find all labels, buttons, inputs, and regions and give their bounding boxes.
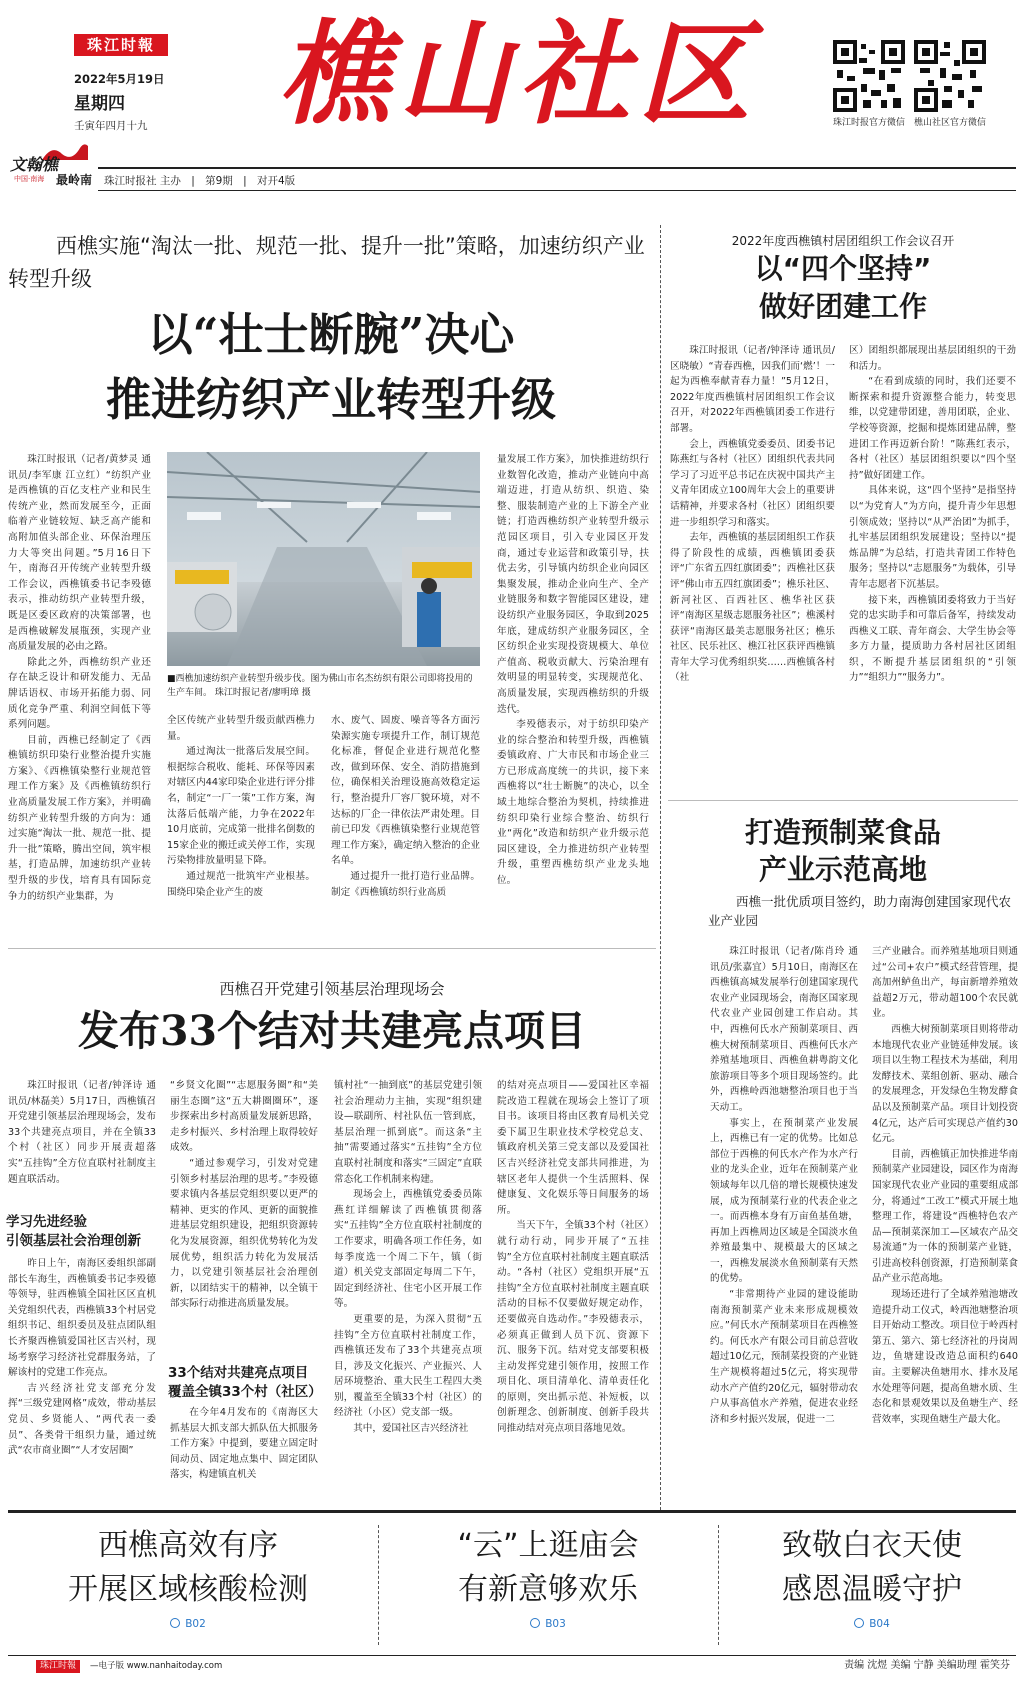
lead-para: 通过规范一批筑牢产业根基。围绕印染企业产生的废 <box>167 870 315 898</box>
lead-column-3b <box>331 713 480 900</box>
brand-logo-tag: 最岭南 <box>56 173 93 187</box>
food-para: 西樵大树预制菜项目则将带动本地现代农业产业链延伸发展。该项目以生物工程技术为基础，利用发酵技术、菜组创新、驱动、融合的发展理念，开发绿色生物发酵食品以及预制菜产品。项目计划投资4亿元，达产后可实现总产值约30亿元。 <box>872 1023 1018 1145</box>
bottom-bar <box>8 1659 1016 1675</box>
brand-logo <box>6 140 98 190</box>
party-subhead-1-line1: 学习先进经验 <box>6 1214 87 1230</box>
party-para: 其中，爱国社区吉兴经济社 <box>353 1423 469 1435</box>
bottom-credits: 责编 沈煜 美编 宁静 美编助理 霍笑芬 <box>844 1660 1010 1671</box>
party-column-2b <box>170 1405 318 1483</box>
lead-para: 通过提升一批打造行业品牌。制定《西樵镇纺织行业高质 <box>331 870 480 898</box>
party-column-1 <box>8 1078 156 1187</box>
paper-logo: 珠江时報 <box>74 34 168 56</box>
food-para: “非常期待产业园的建设能助南海预制菜产业未来形成规模效应。”何氏水产预制菜项目在西樵签约。何氏水产有限公司目前总营收超过10亿元，预制菜投资的产业链生产规模将超过5亿元，将实现带动水产产值约20亿元，辐射带动农户从事高值水产养殖，促进农业经济和乡村振兴发展，促进一二 <box>710 1289 858 1425</box>
lead-para: 珠江时报讯（记者/黄梦灵 通讯员/李军康 江立红）“纺织产业是西樵镇的百亿支柱产业和民生传统产业，然而发展至今，正面临着产业链较短、缺乏高产能和高附加值头部企业、环保治理压力大等突出问题。”5月16日下午，南海召开传统产业转型升级工作会议，西樵镇委书记李殁德表示，推动纺织产业转型升级，既是区委区政府的决策部署，也是西樵破解发展瓶颈，实现产业高质量发展的必由之路。 <box>8 454 151 653</box>
party-para: 昨日上午，南海区委组织部副部长车海生，西樵镇委书记李殁德等领导，驻西樵镇全国社区区直机关党组织代表，西樵镇33个村居党组织书记、组织委员及驻点团队组长齐聚西樵镇爱国社区吉兴村，现场考察学习经济社党群服务站，了解该村的党建工作亮点。 <box>8 1258 156 1379</box>
party-subhead-2-line2: 覆盖全镇33个村（社区） <box>168 1384 322 1400</box>
qr2-caption: 樵山社区官方微信 <box>913 118 986 128</box>
page-ref-icon <box>170 1618 180 1628</box>
lead-photo-caption: ■西樵加速纺织产业转型升级步伐。图为佛山市名杰纺织有限公司即将投用的生产车间。 珠江时报记者/廖明璋 摄 <box>167 674 473 698</box>
lead-headline-line1: 以“壮士断腕”决心 <box>147 308 515 361</box>
party-para: 现场会上，西樵镇党委委员陈燕红详细解读了西樵镇贯彻落实“五挂钩”全方位直联村社制度的工作要求，明确各项工作任务，如每季度选一个周二下午，镇（街道）机关党支部固定每周二下午，固定到经济社、住宅小区开展工作等。 <box>334 1189 482 1310</box>
bottom-site[interactable]: —电子版 www.nanhaitoday.com <box>90 1661 223 1671</box>
lead-headline-line2: 推进纺织产业转型升级 <box>105 373 556 426</box>
lead-column-1 <box>8 452 151 904</box>
food-para: 珠江时报讯（记者/陈肖玲 通讯员/张嘉宜）5月10日，南海区在西樵镇高城发展举行创建国家现代农业产业园现场会，南海区国家现代农业产业园创建工作启动。其中，西樵何氏水产预制菜项目、西樵大树预制菜项目、西樵何氏水产养殖基地项目、西樵鱼耕粤韵文化旅游项目等多个项目现场签约。此外，西樵岭西池塘整治项目也于当天动工。 <box>710 946 858 1113</box>
teaser-b03[interactable] <box>388 1522 708 1654</box>
lead-para: 全区传统产业转型升级贡献西樵力量。 <box>167 715 315 742</box>
youth-headline-line2: 做好团建工作 <box>758 290 927 323</box>
teaser-b02-ref-label: B02 <box>185 1618 206 1630</box>
issue-date: 2022年5月19日 <box>74 72 165 86</box>
party-column-1b <box>8 1256 156 1459</box>
teaser-b04[interactable] <box>728 1522 1016 1654</box>
party-para: “通过参观学习，引发对党建引领乡村基层治理的思考。”李殁德要求镇内各基层党组织要以更严的精神、更实的作风、更新的面貌推进基层党组织建设，把组织资源转化为发展资源，组织优势转化为发展优势，组织活力转化为发展活力，以党建引领基层社会治理创新，以团结实干的精神，以全镇干部实际行动推进高质量发展。 <box>170 1157 318 1310</box>
issue-info: 珠江时报社 主办 | 第9期 | 对开4版 <box>104 175 296 187</box>
party-para: “乡贤文化圈”“志愿服务圈”和“美丽生态圈”这“五大耕圈圈环”，逐步探索出乡村高质量发展新思路，走乡村振兴、乡村治理上取得较好成效。 <box>170 1080 318 1154</box>
lead-kicker: 西樵实施“淘汰一批、规范一批、提升一批”策略，加速纺织产业转型升级 <box>8 234 645 291</box>
teaser-b02-line2: 开展区域核酸检测 <box>68 1572 308 1607</box>
teaser-b04-line1: 致敬白衣天使 <box>782 1528 962 1563</box>
teaser-b03-line1: “云”上逛庙会 <box>457 1528 639 1563</box>
party-para: 当天下午，全镇33个村（社区）就行动行动，同步开展了“五挂钩”全方位直联村社制度主题直联活动。“各村（社区）党组织开展“五挂钩”全方位直联村社制度主题直联活动的目标不仅要做好规定动作，还要做亮自选动作。”李殁德表示，必须真正做到人员下沉、资源下沉、服务下沉。结对党支部要积极主动发挥党建引领作用，按照工作项目化、项目清单化、清单责任化的原则，突出抓示范、补短板，以创新理念、创新制度、创新手段共同推动结对亮点项目落地见效。 <box>497 1220 649 1435</box>
party-headline: 发布33个结对共建亮点项目 <box>77 1007 587 1055</box>
page-ref-icon <box>530 1618 540 1628</box>
party-column-4 <box>497 1078 649 1437</box>
youth-para: 接下来，西樵镇团委将致力于当好党的忠实助手和可靠后备军，持续发动西樵义工联、青年商会、大学生协会等多方力量，提质助力各村居社区团组织，不断提升基层团组织的“引领力”“组织力”“服务力”。 <box>849 594 1016 684</box>
lead-column-4 <box>497 452 649 889</box>
youth-para: 区）团组织都展现出基层团组织的干劲和活力。 <box>849 345 1016 372</box>
party-subhead-1 <box>6 1213 158 1251</box>
lead-para: 水、废气、固废、噪音等各方面污染源实施专项提升工作，制订规范化标准，督促企业进行规范化整改，做到环保、安全、消防措施到位，确保相关治理设施高效稳定运行，整治提升厂容厂貌环境，对不达标的厂企一律依法严肃处理。目前已印发《西樵镇染整行业规范管理工作方案》，确定纳入整治的企业名单。 <box>331 715 480 867</box>
party-subhead-2 <box>168 1364 320 1402</box>
youth-kicker: 2022年度西樵镇村居团组织工作会议召开 <box>731 234 955 248</box>
youth-headline-line1: 以“四个坚持” <box>754 252 932 285</box>
youth-column-2 <box>849 343 1016 686</box>
youth-para: 去年，西樵镇的基层团组织工作获得了阶段性的成绩，西樵镇团委获评“广东省五四红旗团委”；西樵社区获评“佛山市五四红旗团委”；樵乐社区、新河社区、百西社区、樵华社区获评“南海区星级志愿服务社区”；樵溪村获评“南海区最美志愿服务社区；樵乐社区、民乐社区、樵江社区获评西樵镇青年大学习优秀组织奖……西樵镇各村（社 <box>670 532 835 684</box>
lead-para: 量发展工作方案》，加快推进纺织行业数智化改造，推动产业链向中高端迈进，打造从纺织、织造、染整、服装制造产业的上下游全产业链；打造西樵纺织产业转型升级示范园区项目，引入专业园区开发商，通过专业运营和政策引导，扶优去劣，引导镇内纺织企业向园区集聚发展，推动企业向生产、全产业链服务和数字智能园区建设，建设纺织产业服务园区，争取到2025年底，建成纺织产业服务园区，全区纺织企业实现投资规模大、单位产值高、税收贡献大、污染治理有效明显的明显转变，实现规范化、高质量发展，实现西樵纺织的升级迭代。 <box>497 454 649 715</box>
teaser-b04-line2: 感恩温暖守护 <box>782 1572 962 1607</box>
lead-para: 目前，西樵已经制定了《西樵镇纺织印染行业整治提升实施方案》、《西樵镇染整行业规范管理工作方案》及《西樵镇纺织行业高质量发展工作方案》，并明确纺织产业转型升级的方向为：通过实施“淘汰一批、规范一批、提升一批”策略，腾出空间，筑牢根基，打造品牌，加速纺织产业转型升级的步伐，培育具有国际竞争力的纺织产业集群，为 <box>8 734 151 902</box>
food-deck: 西樵一批优质项目签约，助力南海创建国家现代农业产业园 <box>708 894 1012 928</box>
lead-para: 通过淘汰一批落后发展空间。根据综合税收、能耗、环保等因素对辖区内44家印染企业进行评分排名，制定“一厂一策”工作方案，淘汰落后低端产能，力争在2022年10月底前，完成第一批排名倒数的15家企业的搬迁或关停工作，实现污染物排放量明显下降。 <box>167 746 315 867</box>
lead-para: 除此之外，西樵纺织产业还存在缺乏设计和研发能力、无品牌话语权、市场开拓能力弱、同质化竞争严重、利润空间低下等系列问题。 <box>8 656 151 731</box>
food-headline-line2: 产业示范高地 <box>758 853 927 886</box>
teaser-b04-ref[interactable] <box>728 1618 1016 1630</box>
issue-lunar-date: 壬寅年四月十九 <box>74 120 148 132</box>
teaser-b02-line1: 西樵高效有序 <box>98 1528 278 1563</box>
qr-code-wechat-paper <box>833 40 905 112</box>
youth-column-1 <box>670 343 835 686</box>
teaser-b03-line2: 有新意够欢乐 <box>458 1572 638 1607</box>
lead-para: 李殁德表示，对于纺织印染产业的综合整治和转型升级，西樵镇委镇政府、广大市民和市场企业三方已形成高度统一的共识，接下来西樵将以“壮士断腕”的决心，以全域土地综合整治为契机，持续推进纺织印染行业综合整治、纺织行业“两化”改造和纺织产业升级示范园区建设，全力推进纺织产业转型升级，重塑西樵纺织产业龙头地位。 <box>497 719 649 887</box>
party-subhead-2-line1: 33个结对共建亮点项目 <box>168 1365 309 1381</box>
issue-pages: 对开4版 <box>257 175 296 187</box>
food-column-2 <box>872 944 1018 1427</box>
party-subhead-1-line2: 引领基层社会治理创新 <box>6 1233 141 1249</box>
youth-para: 珠江时报讯（记者/钟泽诗 通讯员/区晓敏）“青春西樵，因我们而‘燃’！一起为西樵奉献青春力量！”5月12日，2022年度西樵镇村居团组织工作会议召开，对2022年西樵镇团委工作进行部署。 <box>670 345 835 434</box>
masthead-title: 樵山社区 <box>278 9 758 140</box>
brand-logo-main: 文翰樵 <box>10 155 59 174</box>
party-kicker: 西樵召开党建引领基层治理现场会 <box>219 980 445 998</box>
party-column-3 <box>334 1078 482 1437</box>
youth-para: “在看到成绩的同时，我们还要不断探索和提升资源整合能力，转变思维，以党建带团建，善用团联，企业、学校等资源，挖掘和提炼团建品牌，整进团工作再迈新台阶！”陈燕红表示，各村（社区）基层团组织要以“四个坚持”做好团建工作。 <box>849 376 1016 481</box>
bottom-paper-logo: 珠江时報 <box>36 1660 80 1673</box>
party-para: 更重要的是，为深入贯彻“五挂钩”全方位直联村社制度工作，西樵镇还发布了33个共建亮点项目，涉及文化振兴、产业振兴、人居环境整治、重大民生工程四大类别，覆盖至全镇33个村（社区）的经济社（小区）党支部一级。 <box>334 1313 482 1419</box>
page-ref-icon <box>854 1618 864 1628</box>
party-para: 珠江时报讯（记者/钟泽诗 通讯员/林磊美）5月17日，西樵镇召开党建引领基层治理现场会，发布33个共建亮点项目，并在全镇33个村（社区）同步开展责超落实“五挂钩”全方位直联村社制度主题直联活动。 <box>8 1080 156 1185</box>
issue-number: 第9期 <box>205 175 233 187</box>
brand-logo-sub: 中国·南海 <box>14 175 45 183</box>
lead-photo <box>167 452 480 666</box>
food-para: 目前，西樵镇正加快推进华南预制菜产业园建设，园区作为南海国家现代农业产业园的重要组成部分，将通过“工改工”模式开展土地整理工作，将建设“西樵特色农产品—预制菜深加工—区域农产品交易流通”为一体的预制菜产业链，引进高校科创资源，打造预制菜食品产业示范高地。 <box>872 1148 1018 1285</box>
teaser-b02-ref[interactable] <box>8 1618 368 1630</box>
issue-weekday: 星期四 <box>74 94 125 114</box>
qr-code-wechat-community <box>914 40 986 112</box>
party-para: 的结对亮点项目——爱国社区幸福院改造工程就在现场会上签订了项目书。该项目将由区教育局机关党委下属卫生职业技术学校党总支、镇政府机关第三党支部以及爱国社区吉兴经济社党支部共同推进，为辖区老年人提供一个生活照料、保健康复、文化娱乐等日间服务的场所。 <box>497 1080 649 1216</box>
teaser-b04-ref-label: B04 <box>869 1618 890 1630</box>
party-para: 在今年4月发布的《南海区大抓基层大抓支部大抓队伍大抓服务工作方案》中提到，要建立固定时间动员、固定地点集中、固定团队落实，构建镇直机关 <box>170 1407 318 1481</box>
party-column-2 <box>170 1078 318 1312</box>
teaser-b03-ref-label: B03 <box>545 1618 566 1630</box>
teaser-b03-ref[interactable] <box>388 1618 708 1630</box>
food-headline-line1: 打造预制菜食品 <box>744 816 941 849</box>
party-para: 吉兴经济社党支部充分发挥“三级党建网格”成效，带动基层党员、乡贤能人、“两代表一委员”、各类骨干组织力量，通过统武“农市商业圈”“人才安居圈” <box>8 1382 156 1457</box>
youth-para: 具体来说，这“四个坚持”是指坚持以“为党育人”为方向，提升青少年思想引领成效；坚持以“从严治团”为抓手，扎牢基层团组织发展建设；坚持以“提炼品牌”为总结，打造共青团工作特色服务；坚持以“志愿服务”为载体，引导青年志愿者下沉基层。 <box>849 485 1016 590</box>
party-para: 镇村社“一抽到底”的基层党建引领社会治理动力主抽，实现“组织建设—联副所、村社队伍一管到底，基层治理一抓到底”。而这条“主抽”需要通过落实“五挂钩”全方位直联村社制度和落实“三固定”直联常态化工作机制来构建。 <box>334 1080 482 1185</box>
youth-para: 会上，西樵镇党委委员、团委书记陈燕红与各村（社区）团组织代表共同学习了习近平总书记在庆祝中国共产主义青年团成立100周年大会上的重要讲话精神，并要求各村（社区）团组织要进一步组织学习和落实。 <box>670 438 835 528</box>
qr1-caption: 珠江时报官方微信 <box>832 118 905 128</box>
food-para: 现场还进行了全域养殖池塘改造提升动工仪式，岭西池塘整治项目开始动工整改。项目位于岭西村第五、第六、第七经济社的丹岗周边，鱼塘建设改造总面积约640亩。主要解决鱼塘用水、排水及尾水处理等问题，提高鱼塘水质、生态化和景观效果以及鱼塘生产、经营效率，实现鱼塘生产最大化。 <box>872 1289 1018 1425</box>
issue-publisher: 珠江时报社 主办 <box>104 175 181 187</box>
food-column-1 <box>710 944 858 1427</box>
teaser-b02[interactable] <box>8 1522 368 1654</box>
food-para: 事实上，在预制菜产业发展上，西樵已有一定的优势。比如总部位于西樵的何氏水产作为水产行业的龙头企业，近年在预制菜产业领域每年以几倍的增长规模快速发展，成为预制菜行业的代表企业之一。而西樵本身有万亩鱼基鱼塘，再加上西樵周边区域是全国淡水鱼养殖最集中、规模最大的区域之一，西樵发展淡水鱼预制菜有天然的优势。 <box>710 1117 858 1285</box>
lead-column-2b <box>167 713 315 900</box>
food-para: 三产业融合。而养殖基地项目则通过“公司+农户”模式经营管理，提高加州鲈鱼出产，每亩新增养殖效益超2万元，带动超100个农民就业。 <box>872 946 1018 1020</box>
